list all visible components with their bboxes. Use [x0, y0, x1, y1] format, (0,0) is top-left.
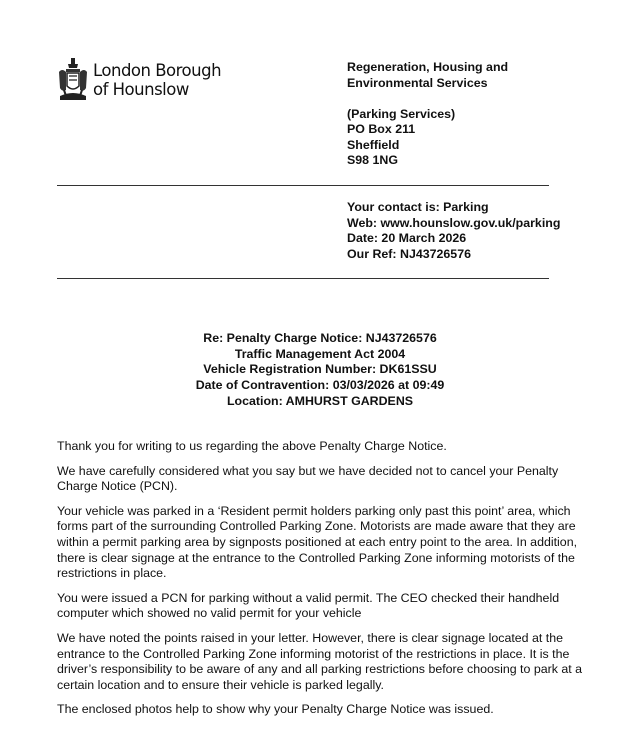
letter-body: [57, 439, 587, 727]
pcn-subject: Re: Penalty Charge Notice: NJ43726576: [203, 331, 437, 345]
sender-address: [347, 60, 508, 169]
contact-line: Your contact is: Parking: [347, 200, 489, 214]
body-paragraph: You were issued a PCN for parking without a valid permit. The CEO checked their handheld computer which showed no valid permit for your vehicle: [57, 590, 560, 621]
department-line1: Regeneration, Housing and: [347, 60, 509, 74]
council-logo: [57, 56, 221, 104]
bottom-divider: [57, 278, 549, 279]
reference-line: Our Ref: NJ43726576: [347, 246, 471, 261]
body-paragraph: We have carefully considered what you say but we have decided not to cancel your Penalty Charge Notice (PCN).: [57, 463, 559, 494]
council-name-line1: London Borough: [93, 61, 222, 80]
subject-block: [57, 331, 583, 410]
date-line: Date: 20 March 2026: [347, 231, 467, 245]
po-box: PO Box 211: [347, 122, 416, 136]
contravention-location: Location: AMHURST GARDENS: [226, 393, 414, 408]
postcode: S98 1NG: [347, 153, 398, 167]
coat-of-arms-icon: [57, 56, 89, 104]
act-subject: Traffic Management Act 2004: [234, 346, 406, 361]
council-name-line2: of Hounslow: [93, 80, 189, 99]
body-paragraph: Thank you for writing to us regarding the above Penalty Charge Notice.: [57, 439, 447, 453]
body-paragraph: We have noted the points raised in your letter. However, there is clear signage located at the entrance to the Controlled Parking Zone informing motorist of the restrictions in place. It is the driver’s responsibility to be aware of any and all parking restrictions before choosing to park at a certain location and to ensure their vehicle is parked legally.: [57, 630, 583, 692]
vehicle-registration: Vehicle Registration Number: DK61SSU: [203, 362, 437, 377]
contravention-date: Date of Contravention: 03/03/2026 at 09:49: [195, 378, 445, 393]
body-paragraph: Your vehicle was parked in a ‘Resident permit holders parking only past this point’ area, which forms part of the surrounding Controlled Parking Zone. Motorists are made aware that they are within a permit parking area by signposts positioned at each entry point to the area. In addition, there is clear signage at the entrance to the Controlled Parking Zone informing motorists of the restrictions in place.: [57, 503, 578, 581]
department-line2: Environmental Services: [347, 75, 488, 90]
web-line: Web: www.hounslow.gov.uk/parking: [347, 215, 561, 230]
contact-info: [347, 200, 560, 262]
service-name: (Parking Services): [347, 106, 456, 121]
council-name: [93, 61, 221, 99]
top-divider: [57, 185, 549, 186]
body-paragraph: The enclosed photos help to show why your Penalty Charge Notice was issued.: [57, 702, 494, 717]
city: Sheffield: [347, 137, 400, 152]
